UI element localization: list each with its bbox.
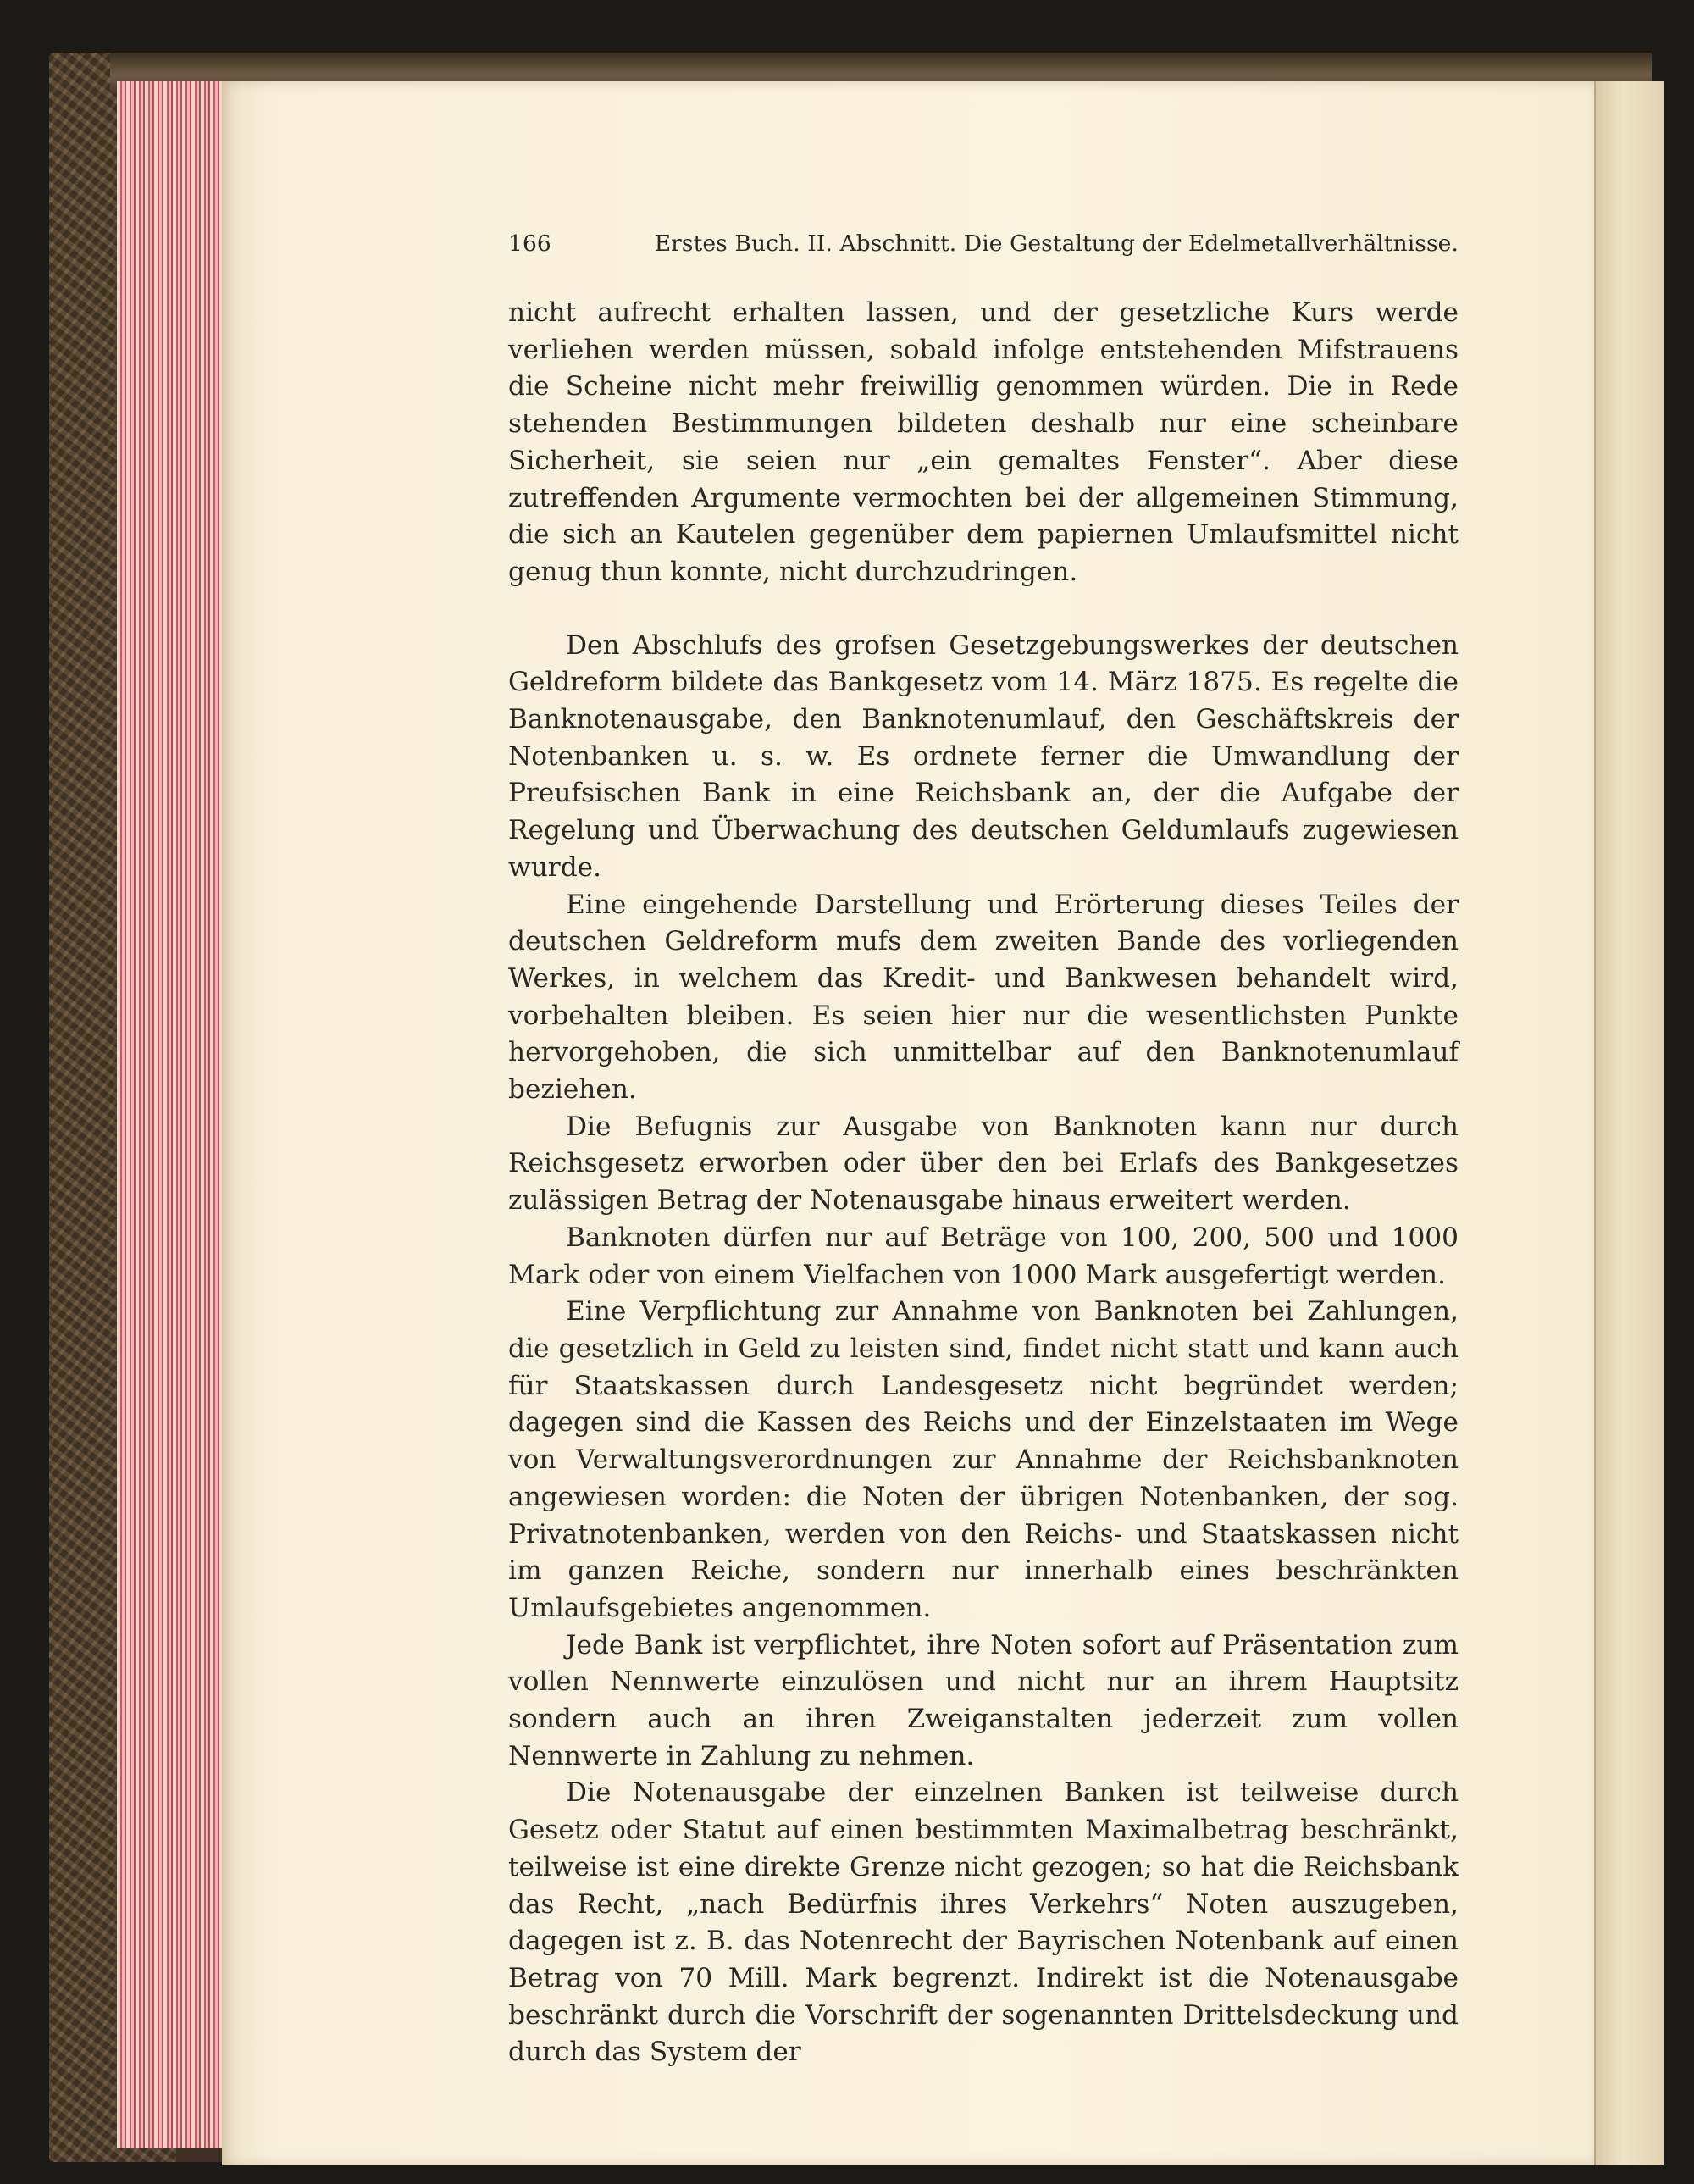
running-title: Erstes Buch. II. Abschnitt. Die Gestaltung der Edelmetallverhältnisse.	[654, 230, 1459, 257]
facing-page-edge	[1594, 81, 1664, 2165]
paragraph: Jede Bank ist verpflichtet, ihre Noten sofort auf Präsentation zum vollen Nennwerte einzulösen und nicht nur an ihrem Hauptsitz sondern auch an ihren Zweiganstalten jederzeit zum vollen Nennwerte in Zahlung zu nehmen.	[508, 1629, 1459, 1771]
body-text	[508, 295, 1459, 2071]
paragraph: Den Abschlufs des grofsen Gesetzgebungswerkes der deutschen Geldreform bildete das Bankgesetz vom 14. März 1875. Es regelte die Banknotenausgabe, den Banknotenumlauf, den Geschäftskreis der Notenbanken u. s. w. Es ordnete ferner die Umwandlung der Preufsischen Bank in eine Reichsbank an, der die Aufgabe der Regelung und Überwachung des deutschen Geldumlaufs zugewiesen wurde.	[508, 629, 1459, 883]
paragraph: Eine Verpflichtung zur Annahme von Banknoten bei Zahlungen, die gesetzlich in Geld zu leisten sind, findet nicht statt und kann auch für Staatskassen durch Landesgesetz nicht begründet werden; dagegen sind die Kassen des Reichs und der Einzelstaaten im Wege von Verwaltungsverordnungen zur Annahme der Reichsbanknoten angewiesen worden: die Noten der übrigen Notenbanken, der sog. Privatnotenbanken, werden von den Reichs- und Staatskassen nicht im ganzen Reiche, sondern nur innerhalb eines beschränkten Umlaufsgebietes angenommen.	[508, 1296, 1459, 1623]
page-text	[508, 227, 1459, 2071]
paragraph: Eine eingehende Darstellung und Erörterung dieses Teiles der deutschen Geldreform mufs dem zweiten Bande des vorliegenden Werkes, in welchem das Kredit- und Bankwesen behandelt wird, vorbehalten bleiben. Es seien hier nur die wesentlichsten Punkte hervorgehoben, die sich unmittelbar auf den Banknotenumlauf beziehen.	[508, 889, 1459, 1106]
running-head	[508, 227, 1459, 261]
paragraph-continued: nicht aufrecht erhalten lassen, und der gesetzliche Kurs werde verliehen werden müssen, sobald infolge entstehenden Mifstrauens die Scheine nicht mehr freiwillig genommen würden. Die in Rede stehenden Bestimmungen bildeten deshalb nur eine scheinbare Sicherheit, sie seien nur „ein gemaltes Fenster“. Aber diese zutreffenden Argumente vermochten bei der allgemeinen Stimmung, die sich an Kautelen gegenüber dem papiernen Umlaufsmittel nicht genug thun konnte, nicht durchzudringen.	[508, 297, 1459, 587]
paragraph: Die Befugnis zur Ausgabe von Banknoten kann nur durch Reichsgesetz erworben oder über den bei Erlafs des Bankgesetzes zulässigen Betrag der Notenausgabe hinaus erweitert werden.	[508, 1111, 1459, 1217]
paragraph: Die Notenausgabe der einzelnen Banken ist teilweise durch Gesetz oder Statut auf einen bestimmten Maximalbetrag beschränkt, teilweise ist eine direkte Grenze nicht gezogen; so hat die Reichsbank das Recht, „nach Bedürfnis ihres Verkehrs“ Noten auszugeben, dagegen ist z. B. das Notenrecht der Bayrischen Notenbank auf einen Betrag von 70 Mill. Mark begrenzt. Indirekt ist die Notenausgabe beschränkt durch die Vorschrift der sogenannten Drittelsdeckung und durch das System der	[508, 1777, 1459, 2068]
page-number: 166	[508, 230, 551, 257]
paragraph: Banknoten dürfen nur auf Beträge von 100, 200, 500 und 1000 Mark oder von einem Vielfachen von 1000 Mark ausgefertigt werden.	[508, 1222, 1459, 1290]
